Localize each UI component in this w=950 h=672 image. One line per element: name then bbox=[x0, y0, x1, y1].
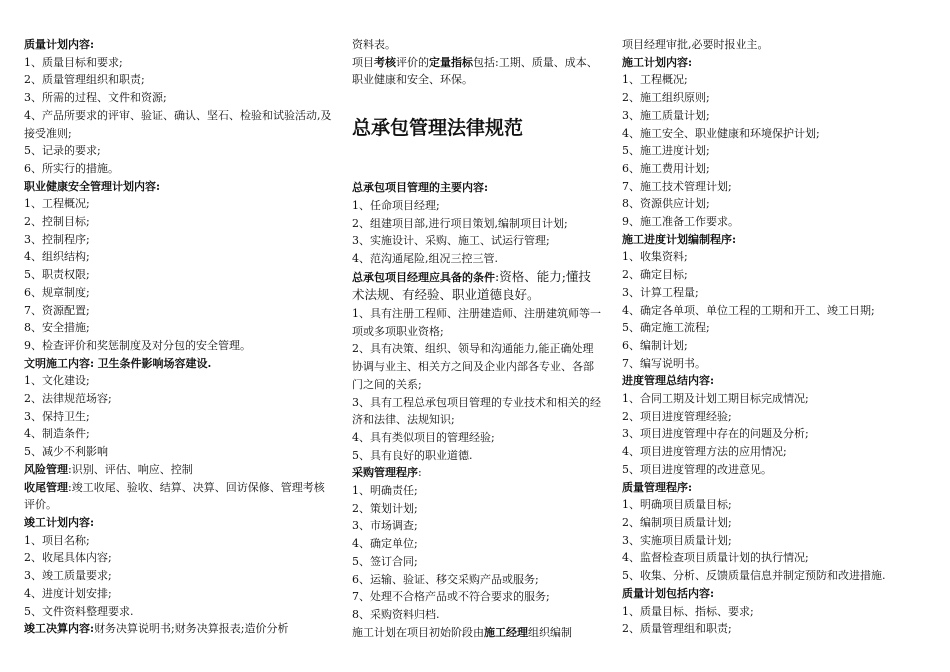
list-item: 1、质量目标和要求; bbox=[24, 55, 123, 69]
section-title: 质量管理程序: bbox=[622, 480, 693, 494]
section-title: 采购管理程序 bbox=[352, 466, 418, 480]
list-item: 3、具有工程总承包项目管理的专业技术和相关的经济和法律、法规知识; bbox=[352, 395, 601, 427]
column-middle bbox=[352, 36, 602, 641]
list-item: 1、明确责任; bbox=[352, 484, 418, 498]
section-text: 财务决算说明书;财务决算报表;造价分析 bbox=[94, 622, 289, 636]
list-item: 5、记录的要求; bbox=[24, 144, 101, 158]
list-item: 2、质量管理组织和职责; bbox=[24, 73, 145, 87]
list-item: 2、具有决策、组织、领导和沟通能力,能正确处理协调与业主、相关方之间及企业内部各专业、各部门之间的关系; bbox=[352, 342, 594, 391]
list-item: 2、编制项目质量计划; bbox=[622, 515, 732, 529]
closing-management-line bbox=[24, 479, 334, 514]
list-item: 4、范沟通尾险,组况三控三管. bbox=[352, 251, 498, 265]
civil-construction-heading bbox=[24, 355, 334, 373]
list-item: 2、质量管理组和职责; bbox=[622, 622, 732, 636]
procurement-heading bbox=[352, 464, 602, 482]
list-item: 1、收集资料; bbox=[622, 250, 688, 264]
list-item: 3、控制程序; bbox=[24, 232, 90, 246]
text-run-bold: 考核 bbox=[374, 55, 396, 69]
list-item: 1、明确项目质量目标; bbox=[622, 498, 732, 512]
section-title: 质量计划内容: bbox=[24, 38, 95, 51]
list-item: 2、收尾具体内容; bbox=[24, 551, 112, 565]
list-item: 6、施工费用计划; bbox=[622, 161, 710, 175]
section-title: 职业健康安全管理计划内容: bbox=[24, 179, 161, 193]
list-item: 1、工程概况; bbox=[622, 73, 688, 87]
section-title: 收尾管理 bbox=[24, 480, 68, 494]
list-item: 3、实施设计、采购、施工、试运行管理; bbox=[352, 234, 550, 248]
section-title: 竣工计划内容: bbox=[24, 515, 95, 529]
list-item: 8、采购资料归档. bbox=[352, 607, 440, 621]
pm-conditions-heading bbox=[352, 268, 602, 305]
list-item: 9、施工准备工作要求。 bbox=[622, 215, 739, 229]
list-item: 5、减少不利影响 bbox=[24, 445, 108, 459]
list-item: 4、项目进度管理方法的应用情况; bbox=[622, 445, 787, 459]
list-item: 5、确定施工流程; bbox=[622, 321, 710, 335]
section-title: 进度管理总结内容: bbox=[622, 374, 715, 388]
list-item: 4、监督检查项目质量计划的执行情况; bbox=[622, 551, 809, 565]
list-item: 1、文化建设; bbox=[24, 374, 90, 388]
list-item: 3、市场调查; bbox=[352, 519, 418, 533]
column-left bbox=[24, 36, 334, 638]
list-item: 7、处理不合格产品或不符合要求的服务; bbox=[352, 590, 550, 604]
list-item: 3、实施项目质量计划; bbox=[622, 533, 732, 547]
list-item: 1、项目名称; bbox=[24, 533, 90, 547]
list-item: 3、所需的过程、文件和资源; bbox=[24, 91, 167, 105]
list-item: 2、组建项目部,进行项目策划,编制项目计划; bbox=[352, 216, 568, 230]
list-item: 8、安全措施; bbox=[24, 321, 90, 335]
text-run-bold: 施工经理 bbox=[484, 625, 528, 639]
list-item: 1、任命项目经理; bbox=[352, 198, 440, 212]
section-title: 竣工决算内容: bbox=[24, 622, 95, 636]
list-item: 3、施工质量计划; bbox=[622, 108, 710, 122]
section-title: 文明施工内容: bbox=[24, 356, 95, 370]
section-text: :识别、评估、响应、控制 bbox=[68, 462, 193, 476]
list-item: 6、编制计划; bbox=[622, 338, 688, 352]
list-item: 7、资源配置; bbox=[24, 303, 90, 317]
list-item: 4、具有类似项目的管理经验; bbox=[352, 430, 495, 444]
list-item: 5、施工进度计划; bbox=[622, 144, 710, 158]
list-item: 1、质量目标、指标、要求; bbox=[622, 604, 754, 618]
list-item: 8、资源供应计划; bbox=[622, 197, 710, 211]
list-item: 4、进度计划安排; bbox=[24, 586, 112, 600]
list-item: 1、具有注册工程师、注册建造师、注册建筑师等一项或多项职业资格; bbox=[352, 307, 601, 338]
assessment-paragraph bbox=[352, 54, 602, 89]
text-run: 评价的 bbox=[396, 55, 429, 69]
section-title: 施工进度计划编制程序: bbox=[622, 232, 737, 246]
text-run: 项目 bbox=[352, 55, 374, 69]
list-item: 3、项目进度管理中存在的问题及分析; bbox=[622, 427, 809, 441]
list-item: 1、合同工期及计划工期目标完成情况; bbox=[622, 392, 809, 406]
list-item: 5、收集、分析、反馈质量信息并制定预防和改进措施. bbox=[622, 569, 886, 583]
list-item: 4、制造条件; bbox=[24, 427, 90, 441]
risk-management-line bbox=[24, 461, 334, 479]
list-item: 4、确定各单项、单位工程的工期和开工、竣工日期; bbox=[622, 303, 875, 317]
list-item: 3、保持卫生; bbox=[24, 409, 90, 423]
text-run: 施工计划在项目初始阶段由 bbox=[352, 625, 484, 639]
list-item: 2、施工组织原则; bbox=[622, 91, 710, 105]
section-title: 施工计划内容: bbox=[622, 55, 693, 69]
list-item: 6、运输、验证、移交采购产品或服务; bbox=[352, 572, 539, 586]
list-item: 5、职责权限; bbox=[24, 268, 90, 282]
list-item: 5、具有良好的职业道德. bbox=[352, 448, 473, 462]
section-note: 卫生条件影响场容建设. bbox=[97, 356, 212, 370]
list-item: 4、组织结构; bbox=[24, 250, 90, 264]
continued-text: 资料表。 bbox=[352, 38, 396, 51]
list-item: 2、策划计划; bbox=[352, 501, 418, 515]
list-item: 3、竣工质量要求; bbox=[24, 569, 112, 583]
final-account-line bbox=[24, 620, 334, 638]
section-title: 质量计划包括内容: bbox=[622, 586, 715, 600]
list-item: 4、确定单位; bbox=[352, 537, 418, 551]
list-item: 6、规章制度; bbox=[24, 285, 90, 299]
section-text: :竣工收尾、验收、结算、决算、回访保修、管理考核评价。 bbox=[24, 480, 325, 512]
list-item: 3、计算工程量; bbox=[622, 285, 699, 299]
list-item: 1、工程概况; bbox=[24, 197, 90, 211]
text-run: : bbox=[418, 466, 422, 480]
list-item: 5、签订合同; bbox=[352, 554, 418, 568]
list-item: 5、项目进度管理的改进意见。 bbox=[622, 462, 772, 476]
list-item: 9、检查评价和奖惩制度及对分包的安全管理。 bbox=[24, 338, 251, 352]
section-title: 总承包项目管理的主要内容: bbox=[352, 181, 489, 195]
list-item: 7、施工技术管理计划; bbox=[622, 179, 732, 193]
section-text: :资格、能力;懂技术法规、有经验、职业道德良好。 bbox=[352, 268, 591, 303]
text-run-bold: 定量指标 bbox=[429, 55, 473, 69]
continued-text: 项目经理审批,必要时报业主。 bbox=[622, 38, 769, 51]
list-item: 4、施工安全、职业健康和环境保护计划; bbox=[622, 126, 820, 140]
list-item: 2、项目进度管理经验; bbox=[622, 409, 732, 423]
column-right bbox=[622, 36, 922, 638]
construction-plan-paragraph bbox=[352, 624, 602, 642]
section-title: 风险管理 bbox=[24, 462, 68, 476]
list-item: 2、控制目标; bbox=[24, 215, 90, 229]
list-item: 2、法律规范场容; bbox=[24, 392, 112, 406]
text-run: 包括:工期、质量、成本、职业健康和安全、环保。 bbox=[352, 55, 598, 87]
list-item: 6、所实行的措施。 bbox=[24, 161, 119, 175]
page-heading: 总承包管理法律规范 bbox=[352, 117, 524, 140]
list-item: 5、文件资料整理要求. bbox=[24, 604, 134, 618]
list-item: 4、产品所要求的评审、验证、确认、坚石、检验和试验活动,及接受准则; bbox=[24, 108, 332, 140]
list-item: 2、确定目标; bbox=[622, 268, 688, 282]
list-item: 7、编写说明书。 bbox=[622, 356, 706, 370]
text-run: 组织编制 bbox=[528, 625, 572, 639]
section-title: 总承包项目经理应具备的条件 bbox=[352, 270, 495, 284]
